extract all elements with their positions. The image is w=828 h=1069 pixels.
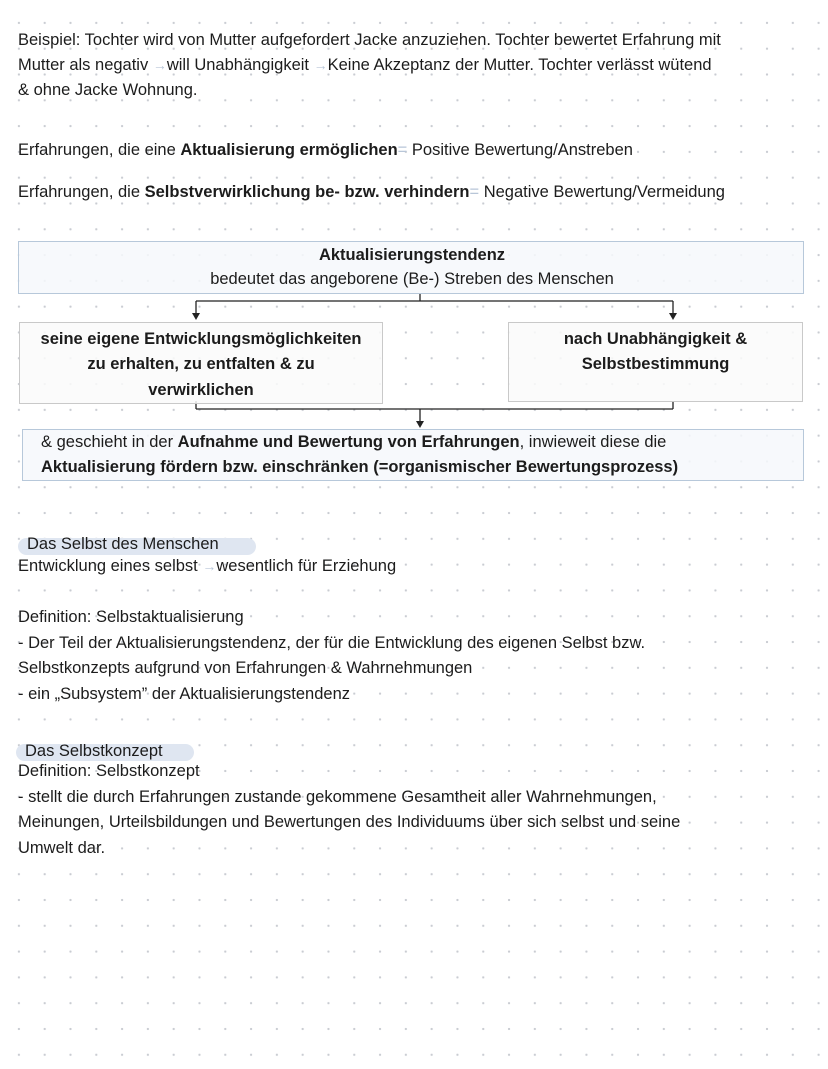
statement-positive: Erfahrungen, die eine Aktualisierung ermöglichen= Positive Bewertung/Anstreben [18,141,633,159]
definition-selbstkonzept-title: Definition: Selbstkonzept [18,762,200,780]
heading-selbstkonzept: Das Selbstkonzept [25,742,163,760]
intro-line-1: Beispiel: Tochter wird von Mutter aufgefordert Jacke anzuziehen. Tochter bewertet Erfahrung mit [18,31,721,49]
heading-selbst: Das Selbst des Menschen [27,535,219,553]
intro-line-2: Mutter als negativ →will Unabhängigkeit →Keine Akzeptanz der Mutter. Tochter verlässt wütend [18,56,712,74]
entwicklung-box: seine eigene Entwicklungsmöglichkeiten zu erhalten, zu entfalten & zu verwirklichen [19,322,383,404]
arrow-right-icon: → [313,57,328,73]
aktualisierungstendenz-box [18,241,804,294]
selbst-line: Entwicklung eines selbst →wesentlich für Erziehung [18,557,397,575]
unabhaengigkeit-box: nach Unabhängigkeit & Selbstbestimmung [508,322,803,402]
box-subtitle: bedeutet das angeborene (Be-) Streben des Menschen [210,270,614,288]
box-title: Aktualisierungstendenz [318,246,506,264]
statement-negative: Erfahrungen, die Selbstverwirklichung be- bzw. verhindern= Negative Bewertung/Vermeidung [18,183,725,201]
intro-line-3: & ohne Jacke Wohnung. [18,81,198,99]
definition-selbstaktualisierung-title: Definition: Selbstaktualisierung [18,608,244,626]
arrow-right-icon: → [152,57,167,73]
bewertungsprozess-box: & geschieht in der Aufnahme und Bewertung von Erfahrungen, inwieweit diese die Aktualisierung fördern bzw. einschränken (=organismischer Bewertungsprozess) [22,429,804,481]
arrow-right-icon: → [202,558,217,574]
